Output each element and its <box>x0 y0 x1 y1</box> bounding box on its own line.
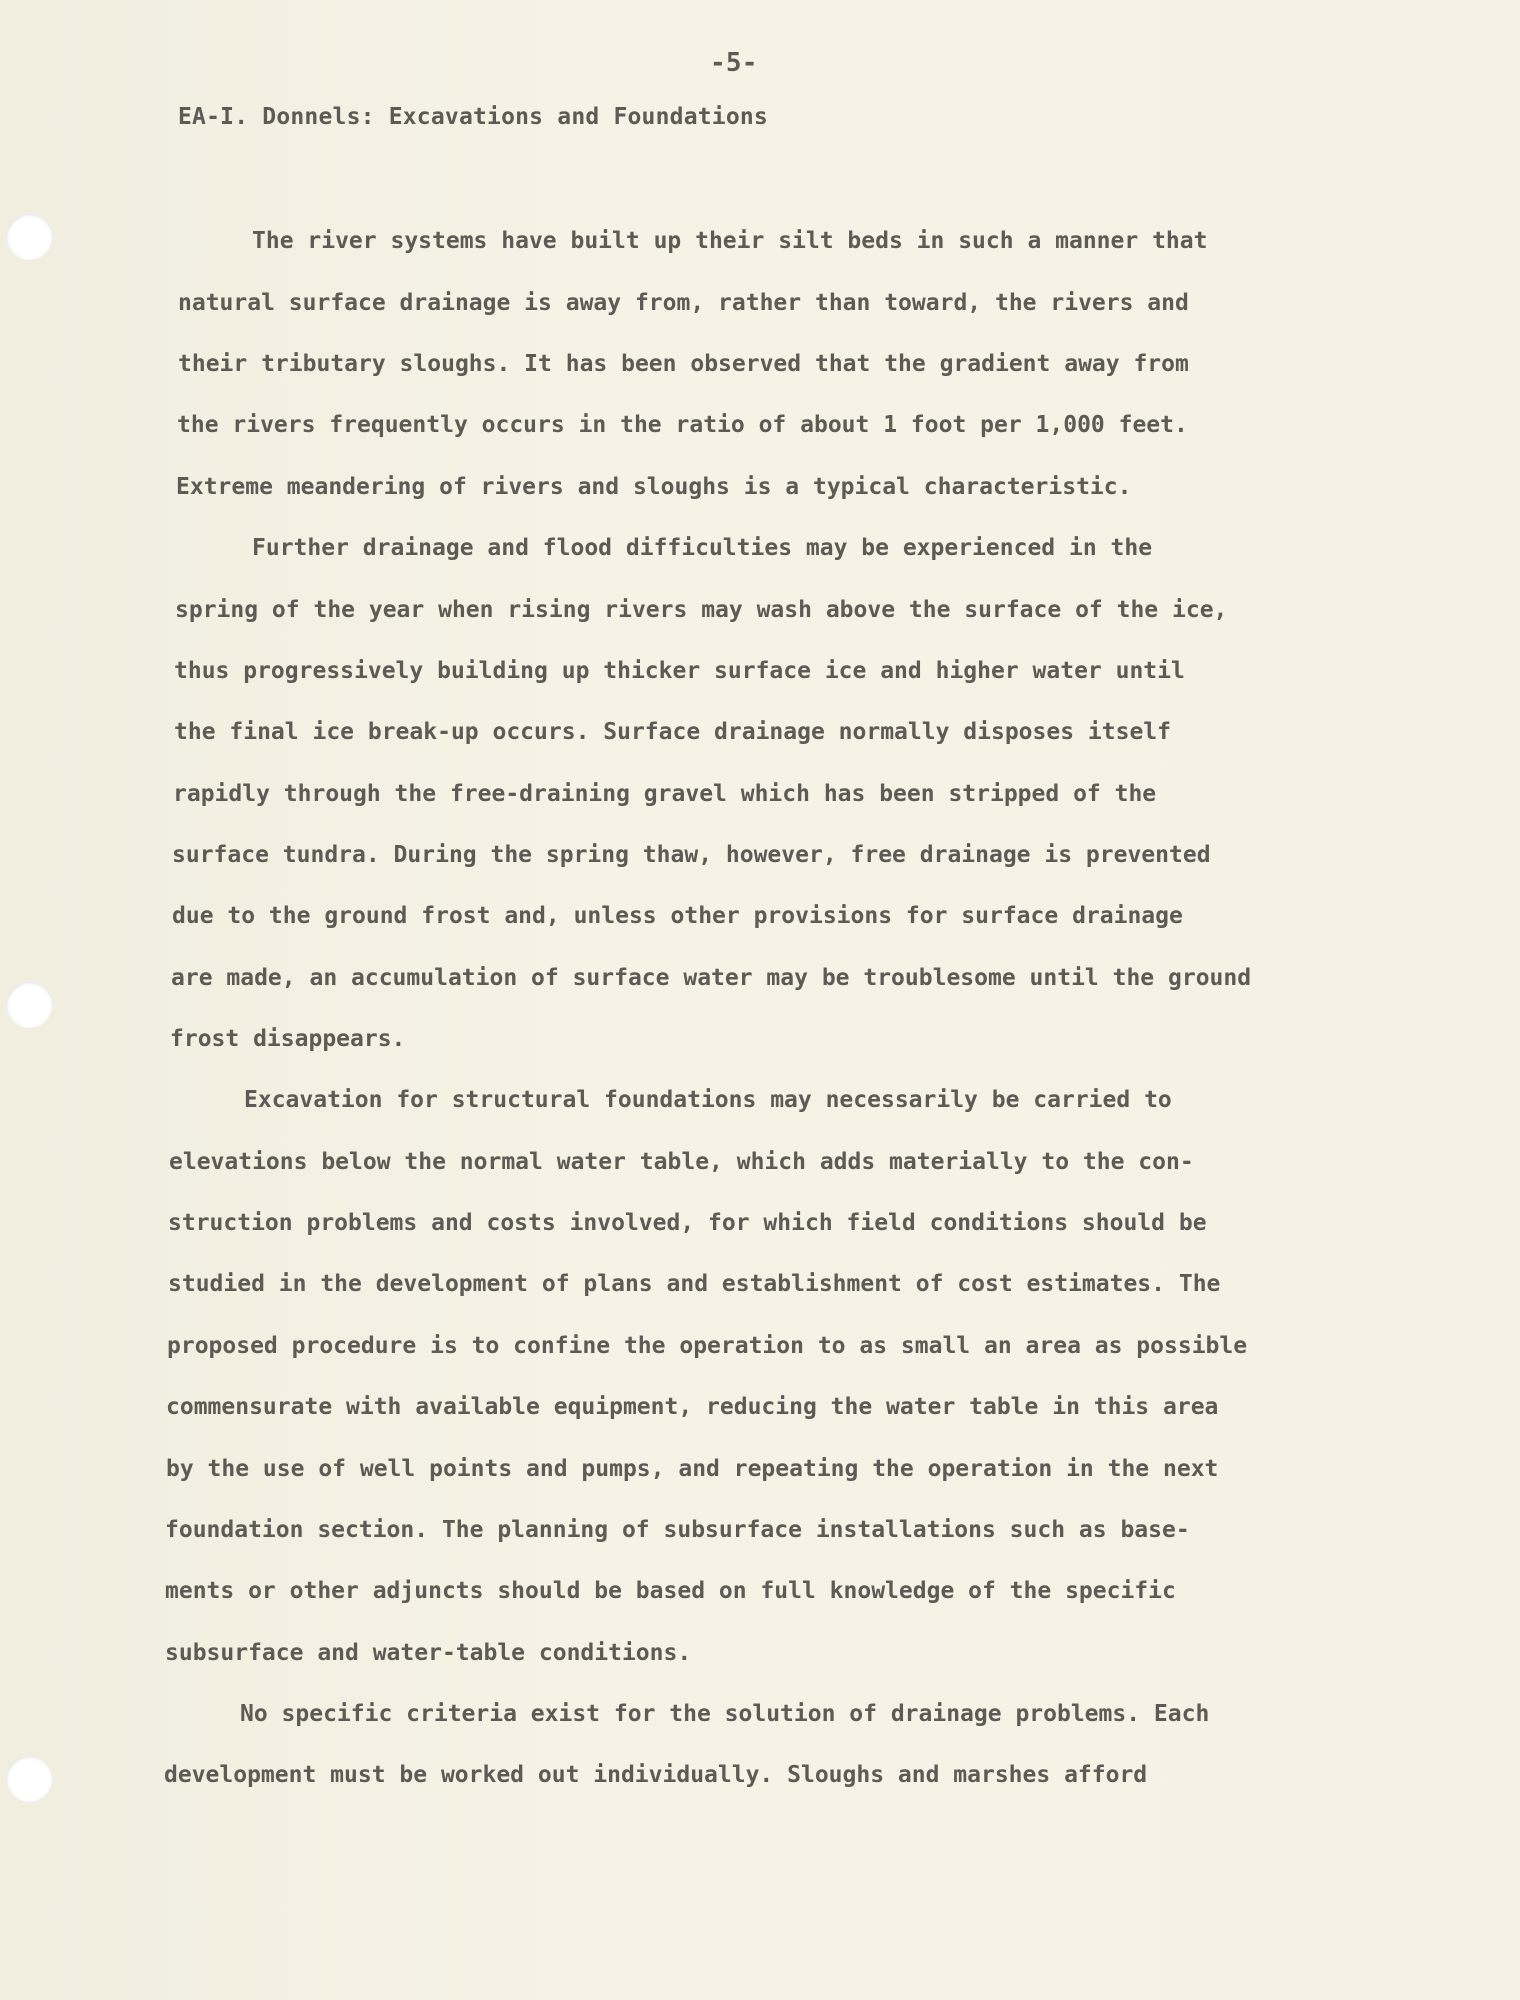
text-line: The river systems have built up their silt beds in such a manner that <box>252 228 1208 254</box>
text-line: No specific criteria exist for the solution of drainage problems. Each <box>240 1701 1210 1727</box>
text-line: spring of the year when rising rivers may wash above the surface of the ice, <box>175 597 1228 623</box>
text-line: natural surface drainage is away from, rather than toward, the rivers and <box>178 290 1189 316</box>
text-line: by the use of well points and pumps, and repeating the operation in the next <box>166 1456 1219 1482</box>
text-line: their tributary sloughs. It has been observed that the gradient away from <box>178 351 1189 377</box>
text-line: the rivers frequently occurs in the ratio of about 1 foot per 1,000 feet. <box>177 412 1188 438</box>
text-line: studied in the development of plans and establishment of cost estimates. The <box>168 1271 1221 1297</box>
text-line: Excavation for structural foundations may necessarily be carried to <box>244 1087 1172 1113</box>
text-line: development must be worked out individually. Sloughs and marshes afford <box>164 1762 1148 1788</box>
document-heading: EA-I. Donnels: Excavations and Foundations <box>178 104 768 130</box>
text-line: surface tundra. During the spring thaw, however, free drainage is prevented <box>172 842 1211 868</box>
text-line: foundation section. The planning of subsurface installations such as base- <box>165 1517 1190 1543</box>
text-line: struction problems and costs involved, for which field conditions should be <box>168 1210 1207 1236</box>
text-line: the final ice break-up occurs. Surface drainage normally disposes itself <box>174 719 1171 745</box>
text-line: Further drainage and flood difficulties may be experienced in the <box>252 535 1153 561</box>
text-line: are made, an accumulation of surface water may be troublesome until the ground <box>171 965 1252 991</box>
text-line: elevations below the normal water table, which adds materially to the con- <box>169 1149 1194 1175</box>
text-line: due to the ground frost and, unless other provisions for surface drainage <box>172 903 1183 929</box>
text-line: subsurface and water-table conditions. <box>165 1640 692 1666</box>
text-line: thus progressively building up thicker surface ice and higher water until <box>174 658 1185 684</box>
page-number: -5- <box>710 48 758 78</box>
text-line: frost disappears. <box>170 1026 406 1052</box>
text-line: ments or other adjuncts should be based on full knowledge of the specific <box>165 1578 1176 1604</box>
text-line: commensurate with available equipment, reducing the water table in this area <box>166 1394 1219 1420</box>
text-line: rapidly through the free-draining gravel which has been stripped of the <box>173 781 1157 807</box>
text-line: proposed procedure is to confine the operation to as small an area as possible <box>167 1333 1248 1359</box>
punch-hole <box>6 214 52 260</box>
punch-hole <box>6 1756 52 1802</box>
punch-hole <box>6 982 52 1028</box>
text-line: Extreme meandering of rivers and sloughs is a typical characteristic. <box>176 474 1132 500</box>
